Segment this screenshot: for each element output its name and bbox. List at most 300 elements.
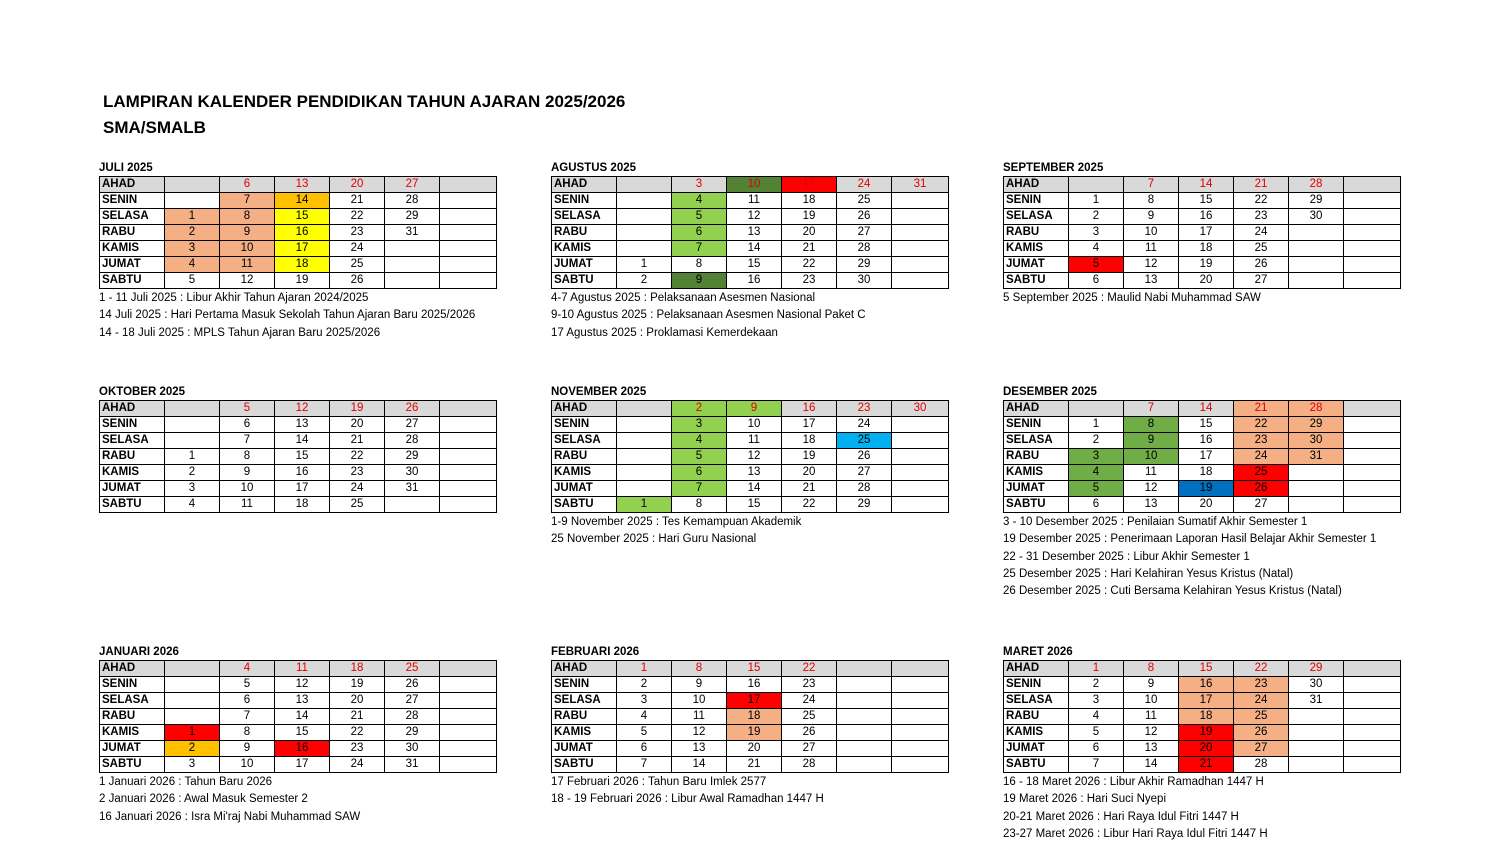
date-cell bbox=[892, 225, 949, 241]
date-cell bbox=[440, 757, 497, 773]
date-cell: 21 bbox=[330, 433, 385, 449]
date-cell: 2 bbox=[617, 677, 672, 693]
date-cell: 5 bbox=[165, 273, 220, 289]
event-note: 19 Maret 2026 : Hari Suci Nyepi bbox=[1003, 793, 1166, 806]
week-row bbox=[100, 449, 497, 465]
date-cell: 30 bbox=[1289, 677, 1344, 693]
month-calendar bbox=[1003, 161, 1400, 307]
event-note: 1 Januari 2026 : Tahun Baru 2026 bbox=[99, 776, 273, 788]
date-cell bbox=[892, 693, 949, 709]
date-cell: 11 bbox=[1124, 465, 1179, 481]
date-cell bbox=[617, 193, 672, 209]
date-cell bbox=[165, 417, 220, 433]
date-cell: 10 bbox=[1124, 693, 1179, 709]
date-cell: 20 bbox=[1179, 273, 1234, 289]
date-cell: 4 bbox=[1069, 465, 1124, 481]
event-note: 22 - 31 Desember 2025 : Libur Akhir Semester 1 bbox=[1003, 550, 1250, 563]
week-row bbox=[1004, 209, 1401, 225]
date-cell: 17 bbox=[275, 241, 330, 257]
week-row bbox=[552, 693, 949, 709]
date-cell: 18 bbox=[782, 433, 837, 449]
day-label: SABTU bbox=[1004, 497, 1069, 513]
date-cell: 18 bbox=[727, 709, 782, 725]
date-cell bbox=[440, 433, 497, 449]
day-label: KAMIS bbox=[1004, 241, 1069, 257]
month-table bbox=[1003, 660, 1401, 773]
date-cell bbox=[440, 257, 497, 273]
event-note: 1 - 11 Juli 2025 : Libur Akhir Tahun Ajaran 2024/2025 bbox=[99, 292, 369, 304]
date-cell: 24 bbox=[1234, 449, 1289, 465]
event-note: 3 - 10 Desember 2025 : Penilaian Sumatif Akhir Semester 1 bbox=[1003, 516, 1308, 528]
date-cell bbox=[837, 741, 892, 757]
day-label: AHAD bbox=[1004, 661, 1069, 677]
date-cell bbox=[892, 273, 949, 289]
date-cell: 14 bbox=[1124, 757, 1179, 773]
date-cell: 29 bbox=[385, 449, 440, 465]
date-cell bbox=[1344, 497, 1401, 513]
date-cell: 11 bbox=[727, 193, 782, 209]
date-cell: 5 bbox=[672, 449, 727, 465]
date-cell: 27 bbox=[837, 225, 892, 241]
date-cell: 27 bbox=[837, 465, 892, 481]
date-cell bbox=[617, 417, 672, 433]
date-cell: 19 bbox=[1179, 725, 1234, 741]
month-table bbox=[99, 176, 497, 289]
day-label: AHAD bbox=[1004, 401, 1069, 417]
week-row bbox=[100, 209, 497, 225]
day-label: SENIN bbox=[552, 417, 617, 433]
week-row bbox=[1004, 741, 1401, 757]
date-cell bbox=[617, 465, 672, 481]
day-label: KAMIS bbox=[100, 725, 165, 741]
week-row bbox=[552, 177, 949, 193]
date-cell: 27 bbox=[1234, 497, 1289, 513]
date-cell: 26 bbox=[1234, 257, 1289, 273]
date-cell: 15 bbox=[275, 725, 330, 741]
event-note: 23-27 Maret 2026 : Libur Hari Raya Idul Fitri 1447 H bbox=[1003, 827, 1268, 840]
event-note: 1-9 November 2025 : Tes Kemampuan Akademik bbox=[551, 516, 802, 528]
date-cell: 2 bbox=[165, 225, 220, 241]
date-cell: 10 bbox=[220, 757, 275, 773]
day-label: JUMAT bbox=[1004, 481, 1069, 497]
date-cell: 15 bbox=[1179, 417, 1234, 433]
date-cell bbox=[892, 497, 949, 513]
week-row bbox=[100, 257, 497, 273]
date-cell: 9 bbox=[672, 677, 727, 693]
date-cell: 14 bbox=[1179, 401, 1234, 417]
date-cell: 13 bbox=[1124, 273, 1179, 289]
week-row bbox=[552, 709, 949, 725]
date-cell: 16 bbox=[1179, 433, 1234, 449]
week-row bbox=[1004, 257, 1401, 273]
date-cell: 24 bbox=[782, 693, 837, 709]
month-title: JULI 2025 bbox=[99, 162, 153, 174]
date-cell bbox=[617, 481, 672, 497]
date-cell: 14 bbox=[275, 433, 330, 449]
date-cell bbox=[892, 417, 949, 433]
week-row bbox=[1004, 273, 1401, 289]
date-cell: 2 bbox=[165, 741, 220, 757]
date-cell: 10 bbox=[1124, 449, 1179, 465]
day-label: SENIN bbox=[1004, 677, 1069, 693]
date-cell: 28 bbox=[1289, 177, 1344, 193]
week-row bbox=[552, 401, 949, 417]
date-cell: 6 bbox=[1069, 497, 1124, 513]
date-cell: 24 bbox=[837, 177, 892, 193]
date-cell: 5 bbox=[672, 209, 727, 225]
date-cell: 23 bbox=[782, 677, 837, 693]
date-cell: 31 bbox=[892, 177, 949, 193]
event-note: 9-10 Agustus 2025 : Pelaksanaan Asesmen Nasional Paket C bbox=[551, 309, 866, 322]
date-cell bbox=[617, 225, 672, 241]
date-cell bbox=[440, 465, 497, 481]
date-cell: 15 bbox=[727, 497, 782, 513]
date-cell bbox=[1344, 417, 1401, 433]
week-row bbox=[552, 417, 949, 433]
month-table bbox=[551, 176, 949, 289]
week-row bbox=[552, 757, 949, 773]
date-cell: 30 bbox=[837, 273, 892, 289]
month-title: MARET 2026 bbox=[1003, 646, 1073, 658]
month-calendar bbox=[1003, 645, 1400, 843]
date-cell bbox=[440, 481, 497, 497]
date-cell: 18 bbox=[1179, 241, 1234, 257]
date-cell bbox=[1344, 661, 1401, 677]
date-cell bbox=[837, 677, 892, 693]
date-cell: 15 bbox=[275, 449, 330, 465]
date-cell bbox=[1289, 241, 1344, 257]
date-cell: 11 bbox=[275, 661, 330, 677]
date-cell: 19 bbox=[1179, 257, 1234, 273]
date-cell: 25 bbox=[1234, 709, 1289, 725]
date-cell: 27 bbox=[782, 741, 837, 757]
date-cell: 29 bbox=[1289, 417, 1344, 433]
week-row bbox=[552, 241, 949, 257]
day-label: KAMIS bbox=[100, 465, 165, 481]
date-cell: 7 bbox=[672, 481, 727, 497]
day-label: SABTU bbox=[100, 757, 165, 773]
day-label: AHAD bbox=[100, 661, 165, 677]
day-label: SELASA bbox=[100, 209, 165, 225]
date-cell: 10 bbox=[672, 693, 727, 709]
date-cell: 30 bbox=[1289, 433, 1344, 449]
date-cell: 22 bbox=[1234, 193, 1289, 209]
date-cell: 31 bbox=[1289, 449, 1344, 465]
month-table bbox=[1003, 176, 1401, 289]
date-cell bbox=[1344, 449, 1401, 465]
date-cell: 11 bbox=[672, 709, 727, 725]
day-label: SELASA bbox=[552, 433, 617, 449]
date-cell: 1 bbox=[165, 449, 220, 465]
date-cell: 22 bbox=[782, 661, 837, 677]
week-row bbox=[1004, 401, 1401, 417]
date-cell: 15 bbox=[1179, 661, 1234, 677]
date-cell: 18 bbox=[782, 193, 837, 209]
week-row bbox=[100, 241, 497, 257]
date-cell: 1 bbox=[165, 725, 220, 741]
date-cell: 20 bbox=[330, 177, 385, 193]
date-cell bbox=[617, 449, 672, 465]
date-cell: 13 bbox=[1124, 741, 1179, 757]
day-label: JUMAT bbox=[1004, 257, 1069, 273]
date-cell: 17 bbox=[1179, 225, 1234, 241]
date-cell: 27 bbox=[385, 417, 440, 433]
date-cell: 28 bbox=[385, 193, 440, 209]
date-cell: 8 bbox=[1124, 661, 1179, 677]
month-notes bbox=[551, 774, 948, 809]
date-cell: 5 bbox=[1069, 725, 1124, 741]
date-cell: 17 bbox=[727, 693, 782, 709]
date-cell bbox=[1344, 741, 1401, 757]
date-cell: 6 bbox=[220, 693, 275, 709]
week-row bbox=[552, 725, 949, 741]
date-cell: 7 bbox=[1069, 757, 1124, 773]
week-row bbox=[1004, 417, 1401, 433]
date-cell bbox=[165, 709, 220, 725]
month-notes bbox=[99, 290, 496, 342]
week-row bbox=[1004, 449, 1401, 465]
date-cell bbox=[892, 241, 949, 257]
date-cell bbox=[617, 209, 672, 225]
week-row bbox=[100, 193, 497, 209]
date-cell: 13 bbox=[672, 741, 727, 757]
date-cell: 10 bbox=[1124, 225, 1179, 241]
date-cell: 8 bbox=[1124, 417, 1179, 433]
date-cell: 7 bbox=[220, 193, 275, 209]
date-cell: 20 bbox=[330, 693, 385, 709]
week-row bbox=[552, 209, 949, 225]
date-cell: 11 bbox=[220, 257, 275, 273]
day-label: RABU bbox=[1004, 709, 1069, 725]
week-row bbox=[552, 677, 949, 693]
day-label: SELASA bbox=[100, 433, 165, 449]
date-cell bbox=[440, 725, 497, 741]
date-cell: 3 bbox=[617, 693, 672, 709]
date-cell: 18 bbox=[275, 497, 330, 513]
date-cell: 4 bbox=[672, 433, 727, 449]
date-cell: 14 bbox=[727, 241, 782, 257]
day-label: JUMAT bbox=[1004, 741, 1069, 757]
date-cell bbox=[165, 693, 220, 709]
week-row bbox=[100, 481, 497, 497]
date-cell bbox=[892, 757, 949, 773]
week-row bbox=[1004, 693, 1401, 709]
date-cell: 21 bbox=[782, 481, 837, 497]
date-cell: 9 bbox=[672, 273, 727, 289]
page-subtitle: SMA/SMALB bbox=[103, 118, 206, 137]
date-cell: 13 bbox=[727, 225, 782, 241]
week-row bbox=[1004, 193, 1401, 209]
date-cell bbox=[1289, 225, 1344, 241]
date-cell: 23 bbox=[330, 225, 385, 241]
month-calendar bbox=[551, 645, 948, 809]
date-cell: 22 bbox=[782, 497, 837, 513]
date-cell: 28 bbox=[385, 433, 440, 449]
date-cell: 25 bbox=[385, 661, 440, 677]
month-table bbox=[551, 400, 949, 513]
date-cell bbox=[1344, 401, 1401, 417]
date-cell: 20 bbox=[782, 225, 837, 241]
month-calendar bbox=[99, 385, 496, 513]
date-cell: 1 bbox=[1069, 661, 1124, 677]
week-row bbox=[552, 481, 949, 497]
date-cell bbox=[440, 209, 497, 225]
date-cell: 16 bbox=[275, 741, 330, 757]
week-row bbox=[100, 225, 497, 241]
week-row bbox=[100, 433, 497, 449]
day-label: SABTU bbox=[100, 273, 165, 289]
date-cell: 9 bbox=[220, 741, 275, 757]
day-label: SABTU bbox=[552, 273, 617, 289]
date-cell: 30 bbox=[385, 741, 440, 757]
date-cell bbox=[1344, 481, 1401, 497]
date-cell: 22 bbox=[330, 209, 385, 225]
event-note: 5 September 2025 : Maulid Nabi Muhammad SAW bbox=[1003, 292, 1261, 304]
date-cell: 17 bbox=[1179, 693, 1234, 709]
day-label: SENIN bbox=[1004, 417, 1069, 433]
date-cell: 28 bbox=[837, 241, 892, 257]
week-row bbox=[100, 725, 497, 741]
date-cell bbox=[440, 401, 497, 417]
date-cell bbox=[837, 693, 892, 709]
date-cell: 28 bbox=[782, 757, 837, 773]
day-label: SENIN bbox=[100, 677, 165, 693]
date-cell bbox=[1344, 709, 1401, 725]
month-notes bbox=[1003, 290, 1400, 307]
date-cell: 9 bbox=[727, 401, 782, 417]
date-cell: 5 bbox=[617, 725, 672, 741]
week-row bbox=[552, 273, 949, 289]
date-cell: 6 bbox=[1069, 741, 1124, 757]
date-cell: 14 bbox=[275, 709, 330, 725]
date-cell bbox=[440, 497, 497, 513]
date-cell bbox=[892, 725, 949, 741]
month-title: OKTOBER 2025 bbox=[99, 386, 186, 398]
week-row bbox=[1004, 177, 1401, 193]
date-cell: 14 bbox=[275, 193, 330, 209]
date-cell: 24 bbox=[1234, 693, 1289, 709]
date-cell: 1 bbox=[617, 257, 672, 273]
date-cell: 15 bbox=[727, 661, 782, 677]
date-cell bbox=[837, 757, 892, 773]
date-cell: 13 bbox=[727, 465, 782, 481]
month-calendar bbox=[1003, 385, 1400, 600]
date-cell: 27 bbox=[1234, 741, 1289, 757]
day-label: SABTU bbox=[100, 497, 165, 513]
date-cell: 29 bbox=[1289, 661, 1344, 677]
date-cell: 4 bbox=[165, 497, 220, 513]
date-cell bbox=[1344, 241, 1401, 257]
date-cell bbox=[617, 241, 672, 257]
week-row bbox=[1004, 465, 1401, 481]
date-cell: 17 bbox=[275, 481, 330, 497]
event-note: 14 Juli 2025 : Hari Pertama Masuk Sekolah Tahun Ajaran Baru 2025/2026 bbox=[99, 309, 476, 322]
date-cell: 23 bbox=[330, 741, 385, 757]
date-cell: 17 bbox=[782, 177, 837, 193]
date-cell: 17 bbox=[782, 417, 837, 433]
date-cell: 7 bbox=[1124, 177, 1179, 193]
date-cell: 23 bbox=[782, 273, 837, 289]
date-cell bbox=[1344, 725, 1401, 741]
date-cell: 5 bbox=[1069, 481, 1124, 497]
date-cell: 10 bbox=[727, 417, 782, 433]
date-cell: 10 bbox=[220, 241, 275, 257]
date-cell: 19 bbox=[330, 677, 385, 693]
week-row bbox=[100, 177, 497, 193]
date-cell: 5 bbox=[1069, 257, 1124, 273]
date-cell: 15 bbox=[1179, 193, 1234, 209]
date-cell bbox=[1344, 465, 1401, 481]
date-cell: 6 bbox=[617, 741, 672, 757]
day-label: KAMIS bbox=[552, 465, 617, 481]
day-label: AHAD bbox=[552, 177, 617, 193]
day-label: KAMIS bbox=[552, 725, 617, 741]
date-cell: 21 bbox=[330, 709, 385, 725]
month-calendar bbox=[99, 161, 496, 342]
day-label: SELASA bbox=[552, 693, 617, 709]
week-row bbox=[100, 757, 497, 773]
date-cell: 29 bbox=[1289, 193, 1344, 209]
date-cell: 22 bbox=[1234, 417, 1289, 433]
date-cell: 21 bbox=[1234, 401, 1289, 417]
date-cell bbox=[1344, 225, 1401, 241]
date-cell: 25 bbox=[1234, 465, 1289, 481]
week-row bbox=[100, 273, 497, 289]
week-row bbox=[1004, 709, 1401, 725]
date-cell: 13 bbox=[1124, 497, 1179, 513]
date-cell: 18 bbox=[1179, 709, 1234, 725]
date-cell: 2 bbox=[1069, 433, 1124, 449]
date-cell bbox=[1344, 693, 1401, 709]
date-cell: 12 bbox=[1124, 481, 1179, 497]
date-cell bbox=[1344, 193, 1401, 209]
date-cell bbox=[385, 273, 440, 289]
date-cell: 3 bbox=[165, 481, 220, 497]
date-cell: 7 bbox=[617, 757, 672, 773]
week-row bbox=[100, 741, 497, 757]
date-cell: 25 bbox=[330, 497, 385, 513]
date-cell: 2 bbox=[617, 273, 672, 289]
date-cell bbox=[837, 709, 892, 725]
day-label: SELASA bbox=[1004, 693, 1069, 709]
week-row bbox=[1004, 225, 1401, 241]
date-cell: 29 bbox=[385, 725, 440, 741]
date-cell: 3 bbox=[165, 241, 220, 257]
date-cell bbox=[892, 449, 949, 465]
event-note: 14 - 18 Juli 2025 : MPLS Tahun Ajaran Baru 2025/2026 bbox=[99, 326, 381, 339]
event-note: 18 - 19 Februari 2026 : Libur Awal Ramadhan 1447 H bbox=[551, 793, 824, 806]
date-cell: 25 bbox=[837, 193, 892, 209]
event-note: 4-7 Agustus 2025 : Pelaksanaan Asesmen Nasional bbox=[551, 292, 816, 304]
week-row bbox=[1004, 433, 1401, 449]
date-cell: 20 bbox=[782, 465, 837, 481]
date-cell: 11 bbox=[1124, 241, 1179, 257]
date-cell: 12 bbox=[275, 401, 330, 417]
date-cell: 6 bbox=[1069, 273, 1124, 289]
date-cell: 21 bbox=[1179, 757, 1234, 773]
date-cell bbox=[165, 193, 220, 209]
event-note: 25 November 2025 : Hari Guru Nasional bbox=[551, 533, 757, 546]
date-cell: 16 bbox=[1179, 209, 1234, 225]
date-cell bbox=[1344, 433, 1401, 449]
day-label: SENIN bbox=[100, 193, 165, 209]
date-cell bbox=[440, 741, 497, 757]
date-cell bbox=[617, 433, 672, 449]
date-cell bbox=[385, 257, 440, 273]
date-cell: 28 bbox=[837, 481, 892, 497]
event-note: 17 Agustus 2025 : Proklamasi Kemerdekaan bbox=[551, 326, 778, 339]
date-cell: 3 bbox=[165, 757, 220, 773]
